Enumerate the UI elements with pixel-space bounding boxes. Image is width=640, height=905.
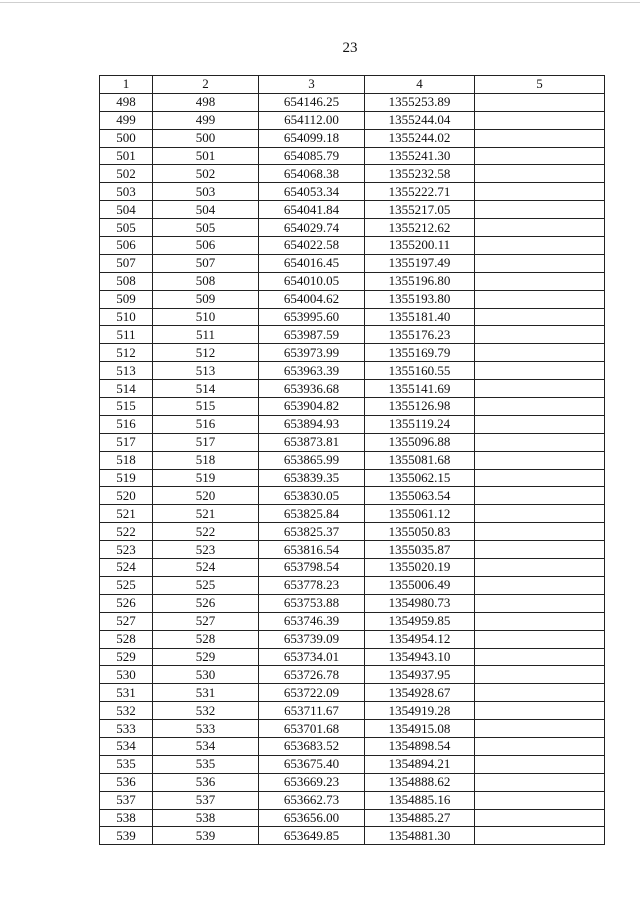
table-cell-col-5 [475,237,605,255]
table-cell-col-3: 653973.99 [259,344,365,362]
table-cell-col-4: 1354937.95 [365,666,475,684]
table-cell-col-2: 521 [153,505,259,523]
table-cell-col-2: 517 [153,433,259,451]
table-cell-col-3: 653726.78 [259,666,365,684]
table-cell-col-1: 535 [100,755,153,773]
table-cell-col-5 [475,487,605,505]
table-cell-col-4: 1354888.62 [365,773,475,791]
table-row [100,165,605,183]
table-row [100,541,605,559]
table-cell-col-5 [475,129,605,147]
table-row [100,237,605,255]
table-cell-col-4: 1355062.15 [365,469,475,487]
table-cell-col-5 [475,380,605,398]
table-cell-col-1: 501 [100,147,153,165]
table-cell-col-2: 506 [153,237,259,255]
table-cell-col-4: 1354980.73 [365,594,475,612]
table-cell-col-4: 1355197.49 [365,254,475,272]
table-cell-col-5 [475,362,605,380]
table-cell-col-4: 1355160.55 [365,362,475,380]
table-row [100,183,605,201]
table-cell-col-2: 533 [153,720,259,738]
table-cell-col-3: 653649.85 [259,827,365,845]
table-cell-col-1: 513 [100,362,153,380]
table-cell-col-4: 1355217.05 [365,201,475,219]
table-cell-col-2: 527 [153,612,259,630]
table-cell-col-2: 525 [153,576,259,594]
table-cell-col-4: 1355253.89 [365,93,475,111]
table-cell-col-3: 654068.38 [259,165,365,183]
table-cell-col-3: 654004.62 [259,290,365,308]
table-row [100,398,605,416]
table-cell-col-3: 654016.45 [259,254,365,272]
table-cell-col-4: 1354919.28 [365,702,475,720]
header-cell-4: 4 [365,76,475,94]
table-cell-col-3: 653669.23 [259,773,365,791]
table-cell-col-1: 536 [100,773,153,791]
table-cell-col-4: 1355006.49 [365,576,475,594]
table-cell-col-5 [475,612,605,630]
table-cell-col-2: 507 [153,254,259,272]
table-cell-col-3: 653739.09 [259,630,365,648]
table-cell-col-1: 515 [100,398,153,416]
table-cell-col-2: 529 [153,648,259,666]
table-cell-col-2: 510 [153,308,259,326]
table-row [100,344,605,362]
table-cell-col-4: 1355222.71 [365,183,475,201]
table-row [100,487,605,505]
table-cell-col-2: 520 [153,487,259,505]
table-cell-col-1: 537 [100,791,153,809]
table-cell-col-3: 653894.93 [259,415,365,433]
table-cell-col-2: 504 [153,201,259,219]
table-cell-col-4: 1354885.27 [365,809,475,827]
table-cell-col-3: 653936.68 [259,380,365,398]
header-cell-3: 3 [259,76,365,94]
table-cell-col-4: 1355241.30 [365,147,475,165]
table-cell-col-2: 515 [153,398,259,416]
table-cell-col-5 [475,648,605,666]
table-cell-col-4: 1355193.80 [365,290,475,308]
table-cell-col-3: 653675.40 [259,755,365,773]
table-cell-col-5 [475,576,605,594]
table-cell-col-5 [475,165,605,183]
table-cell-col-3: 653711.67 [259,702,365,720]
table-cell-col-3: 653865.99 [259,451,365,469]
table-cell-col-2: 531 [153,684,259,702]
table-cell-col-4: 1355061.12 [365,505,475,523]
table-cell-col-4: 1355232.58 [365,165,475,183]
table-cell-col-2: 532 [153,702,259,720]
table-cell-col-2: 536 [153,773,259,791]
table-cell-col-5 [475,773,605,791]
page-number: 23 [342,40,358,56]
table-cell-col-4: 1355196.80 [365,272,475,290]
table-cell-col-1: 511 [100,326,153,344]
table-cell-col-3: 653995.60 [259,308,365,326]
table-cell-col-2: 502 [153,165,259,183]
table-cell-col-3: 653816.54 [259,541,365,559]
table-cell-col-3: 653825.37 [259,523,365,541]
table-cell-col-4: 1354915.08 [365,720,475,738]
table-cell-col-4: 1355212.62 [365,219,475,237]
table-row [100,308,605,326]
table-cell-col-2: 522 [153,523,259,541]
table-row [100,648,605,666]
table-row [100,702,605,720]
table-row [100,254,605,272]
table-cell-col-1: 519 [100,469,153,487]
table-cell-col-3: 654022.58 [259,237,365,255]
table-cell-col-3: 653746.39 [259,612,365,630]
table-cell-col-4: 1355050.83 [365,523,475,541]
table-cell-col-5 [475,290,605,308]
table-cell-col-3: 653963.39 [259,362,365,380]
table-cell-col-4: 1355181.40 [365,308,475,326]
table-cell-col-3: 653798.54 [259,559,365,577]
table-row [100,326,605,344]
table-cell-col-5 [475,451,605,469]
table-cell-col-5 [475,594,605,612]
table-cell-col-5 [475,398,605,416]
table-cell-col-1: 507 [100,254,153,272]
table-row [100,612,605,630]
table-cell-col-5 [475,272,605,290]
table-cell-col-2: 524 [153,559,259,577]
table-cell-col-4: 1354943.10 [365,648,475,666]
table-cell-col-4: 1355200.11 [365,237,475,255]
table-cell-col-4: 1355063.54 [365,487,475,505]
table-cell-col-2: 509 [153,290,259,308]
table-cell-col-5 [475,702,605,720]
table-cell-col-4: 1355169.79 [365,344,475,362]
table-cell-col-1: 504 [100,201,153,219]
table-cell-col-5 [475,93,605,111]
table-cell-col-1: 539 [100,827,153,845]
table-row [100,147,605,165]
table-cell-col-5 [475,827,605,845]
table-cell-col-2: 518 [153,451,259,469]
table-cell-col-5 [475,308,605,326]
table-cell-col-4: 1355176.23 [365,326,475,344]
table-cell-col-2: 505 [153,219,259,237]
table-row [100,630,605,648]
table-cell-col-2: 513 [153,362,259,380]
table-row [100,415,605,433]
table-cell-col-1: 524 [100,559,153,577]
table-cell-col-5 [475,183,605,201]
table-cell-col-1: 512 [100,344,153,362]
table-cell-col-3: 654010.05 [259,272,365,290]
table-cell-col-1: 506 [100,237,153,255]
table-row [100,129,605,147]
table-cell-col-4: 1355096.88 [365,433,475,451]
header-cell-1: 1 [100,76,153,94]
table-cell-col-1: 500 [100,129,153,147]
table-cell-col-1: 518 [100,451,153,469]
table-cell-col-2: 519 [153,469,259,487]
table-cell-col-5 [475,147,605,165]
table-cell-col-4: 1354898.54 [365,737,475,755]
table-cell-col-4: 1355126.98 [365,398,475,416]
table-cell-col-4: 1355141.69 [365,380,475,398]
table-cell-col-2: 534 [153,737,259,755]
table-cell-col-5 [475,344,605,362]
table-cell-col-3: 654099.18 [259,129,365,147]
table-cell-col-1: 499 [100,111,153,129]
table-row [100,290,605,308]
table-cell-col-1: 520 [100,487,153,505]
top-rule [0,2,640,3]
table-cell-col-1: 523 [100,541,153,559]
table-cell-col-3: 653734.01 [259,648,365,666]
table-cell-col-5 [475,201,605,219]
table-row [100,791,605,809]
table-cell-col-1: 529 [100,648,153,666]
table-row [100,433,605,451]
table-cell-col-5 [475,630,605,648]
table-row [100,505,605,523]
table-cell-col-5 [475,219,605,237]
table-cell-col-2: 516 [153,415,259,433]
table-cell-col-3: 653683.52 [259,737,365,755]
table-cell-col-2: 498 [153,93,259,111]
table-cell-col-3: 653830.05 [259,487,365,505]
table-cell-col-1: 505 [100,219,153,237]
table-cell-col-4: 1354928.67 [365,684,475,702]
table-cell-col-3: 653662.73 [259,791,365,809]
table-cell-col-4: 1355119.24 [365,415,475,433]
table-cell-col-4: 1355081.68 [365,451,475,469]
table-row [100,684,605,702]
table-row [100,773,605,791]
table-cell-col-5 [475,433,605,451]
table-cell-col-3: 653656.00 [259,809,365,827]
table-cell-col-2: 511 [153,326,259,344]
table-cell-col-1: 502 [100,165,153,183]
table-row [100,827,605,845]
table-row [100,362,605,380]
table-row [100,469,605,487]
table-row [100,380,605,398]
table-cell-col-1: 531 [100,684,153,702]
table-cell-col-5 [475,791,605,809]
table-cell-col-1: 534 [100,737,153,755]
table-cell-col-2: 530 [153,666,259,684]
table-cell-col-1: 510 [100,308,153,326]
table-cell-col-1: 538 [100,809,153,827]
table-cell-col-1: 526 [100,594,153,612]
table-cell-col-5 [475,559,605,577]
table-row [100,111,605,129]
table-cell-col-4: 1354885.16 [365,791,475,809]
header-row [100,76,605,94]
table-cell-col-1: 521 [100,505,153,523]
table-cell-col-1: 498 [100,93,153,111]
table-cell-col-2: 526 [153,594,259,612]
table-cell-col-5 [475,469,605,487]
table-row [100,576,605,594]
table-cell-col-5 [475,505,605,523]
table-cell-col-5 [475,684,605,702]
table-cell-col-4: 1354881.30 [365,827,475,845]
header-cell-2: 2 [153,76,259,94]
table-cell-col-5 [475,111,605,129]
table-cell-col-2: 537 [153,791,259,809]
table-cell-col-3: 653778.23 [259,576,365,594]
table-cell-col-3: 654085.79 [259,147,365,165]
table-cell-col-2: 514 [153,380,259,398]
table-row [100,559,605,577]
table-cell-col-5 [475,720,605,738]
table-cell-col-5 [475,523,605,541]
table-row [100,272,605,290]
table-cell-col-1: 508 [100,272,153,290]
table-cell-col-2: 538 [153,809,259,827]
table-cell-col-3: 653722.09 [259,684,365,702]
table-cell-col-5 [475,326,605,344]
table-cell-col-1: 530 [100,666,153,684]
table-cell-col-1: 522 [100,523,153,541]
table-cell-col-5 [475,737,605,755]
table-cell-col-2: 523 [153,541,259,559]
table-row [100,219,605,237]
table-cell-col-2: 528 [153,630,259,648]
table-cell-col-5 [475,755,605,773]
table-cell-col-2: 499 [153,111,259,129]
table-cell-col-3: 653987.59 [259,326,365,344]
table-cell-col-4: 1354894.21 [365,755,475,773]
table-body [100,93,605,844]
table-row [100,737,605,755]
table-cell-col-3: 654146.25 [259,93,365,111]
table-row [100,809,605,827]
coordinates-table [99,75,605,845]
header-cell-5: 5 [475,76,605,94]
table-cell-col-1: 516 [100,415,153,433]
table-cell-col-3: 654053.34 [259,183,365,201]
table-cell-col-1: 527 [100,612,153,630]
table-cell-col-3: 653873.81 [259,433,365,451]
table-cell-col-1: 528 [100,630,153,648]
table-cell-col-3: 653753.88 [259,594,365,612]
table-cell-col-3: 653825.84 [259,505,365,523]
table-cell-col-2: 500 [153,129,259,147]
table-cell-col-2: 503 [153,183,259,201]
table-cell-col-4: 1354954.12 [365,630,475,648]
table-cell-col-1: 525 [100,576,153,594]
table-row [100,594,605,612]
table-cell-col-1: 532 [100,702,153,720]
table-cell-col-2: 508 [153,272,259,290]
table-cell-col-3: 654041.84 [259,201,365,219]
table-row [100,523,605,541]
table-cell-col-3: 654029.74 [259,219,365,237]
table-cell-col-4: 1355020.19 [365,559,475,577]
table-cell-col-4: 1355244.02 [365,129,475,147]
table-row [100,201,605,219]
table-cell-col-5 [475,666,605,684]
table-cell-col-1: 533 [100,720,153,738]
table-cell-col-2: 535 [153,755,259,773]
table-cell-col-1: 514 [100,380,153,398]
table-cell-col-5 [475,541,605,559]
table-row [100,755,605,773]
table-cell-col-2: 512 [153,344,259,362]
table-cell-col-1: 509 [100,290,153,308]
table-cell-col-4: 1355035.87 [365,541,475,559]
table-cell-col-3: 653904.82 [259,398,365,416]
table-cell-col-5 [475,254,605,272]
table-row [100,93,605,111]
table-cell-col-1: 517 [100,433,153,451]
table-row [100,720,605,738]
table-row [100,666,605,684]
table-cell-col-3: 653701.68 [259,720,365,738]
table-cell-col-5 [475,809,605,827]
table-cell-col-3: 654112.00 [259,111,365,129]
table-cell-col-3: 653839.35 [259,469,365,487]
table-cell-col-5 [475,415,605,433]
table-row [100,451,605,469]
table-cell-col-4: 1354959.85 [365,612,475,630]
table-cell-col-4: 1355244.04 [365,111,475,129]
table-cell-col-2: 501 [153,147,259,165]
table-cell-col-2: 539 [153,827,259,845]
table-cell-col-1: 503 [100,183,153,201]
